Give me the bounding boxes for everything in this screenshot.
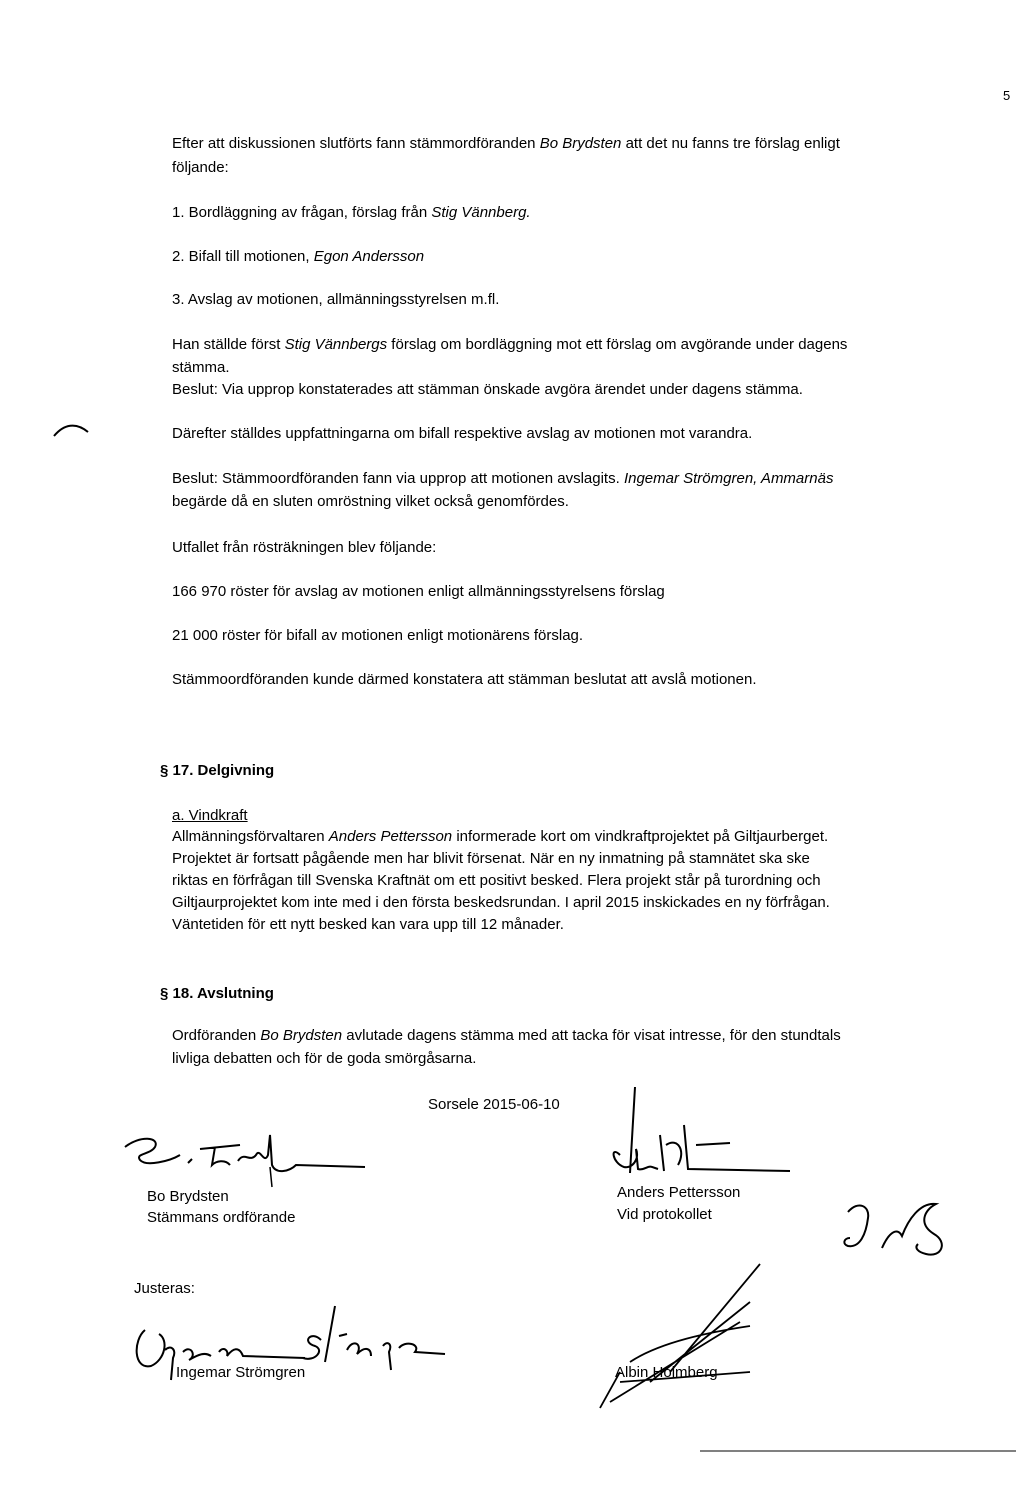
- proposal-3: [172, 289, 499, 311]
- section-17-line-3: riktas en förfrågan till Svenska Kraftnät om ett positivt besked. Flera projekt står på turordning och: [172, 872, 821, 889]
- first-vote-text: Han ställde först: [172, 336, 285, 353]
- first-vote-line-2: stämma.: [172, 359, 230, 376]
- first-vote-decision: Beslut: Via upprop konstaterades att stämman önskade avgöra ärendet under dagens stämma.: [172, 381, 803, 398]
- secretary-signature: [600, 1085, 800, 1180]
- section-18-text: Ordföranden: [172, 1027, 261, 1044]
- page-number: 5: [1003, 88, 1011, 103]
- section-18-line-2: livliga debatten och för de goda smörgåsarna.: [172, 1050, 477, 1067]
- first-vote-line-1: [172, 334, 847, 356]
- chair-name: Bo Brydsten: [539, 135, 622, 152]
- intro-text-end: att det nu fanns tre förslag enligt: [621, 135, 840, 152]
- section-17-line-4: Giltjaurprojektet kom inte med i den första beskedsrundan. I april 2015 inskickades en ny förfrågan.: [172, 894, 830, 911]
- count-intro: Utfallet från rösträkningen blev följande:: [172, 539, 437, 556]
- adjuster2-name: Albin Holmberg: [615, 1364, 718, 1381]
- section-17-heading: § 17. Delgivning: [160, 762, 275, 779]
- proposal-1: [172, 202, 531, 224]
- section-17-line-5: Väntetiden för ett nytt besked kan vara upp till 12 månader.: [172, 916, 564, 933]
- adjusters-label: Justeras:: [134, 1280, 195, 1297]
- section-17-text-end: informerade kort om vindkraftprojektet på Giltjaurberget.: [452, 828, 829, 845]
- initials-mark: [838, 1190, 958, 1265]
- intro-text: Efter att diskussionen slutförts fann stämmordföranden: [172, 135, 540, 152]
- chair-signature: [120, 1125, 370, 1195]
- secretary-role: Vid protokollet: [617, 1206, 712, 1223]
- chair-role: Stämmans ordförande: [147, 1209, 296, 1226]
- section-18-name: Bo Brydsten: [260, 1027, 343, 1044]
- count-against: 166 970 röster för avslag av motionen enligt allmänningsstyrelsens förslag: [172, 583, 665, 600]
- first-vote-name: Stig Vännbergs: [284, 336, 388, 353]
- decision2-text: Beslut: Stämmoordföranden fann via upprop att motionen avslagits.: [172, 470, 624, 487]
- section-17-text: Allmänningsförvaltaren: [172, 828, 329, 845]
- proposal-1-text: 1. Bordläggning av frågan, förslag från: [172, 204, 432, 221]
- first-vote-text-end: förslag om bordläggning mot ett förslag om avgörande under dagens: [387, 336, 848, 353]
- section-17-line-2: Projektet är fortsatt pågående men har blivit försenat. När en ny inmatning på stamnätet ska ske: [172, 850, 810, 867]
- place-date: Sorsele 2015-06-10: [428, 1096, 560, 1113]
- intro-line-2: följande:: [172, 159, 229, 176]
- count-conclusion: Stämmoordföranden kunde därmed konstatera att stämman beslutat att avslå motionen.: [172, 671, 757, 688]
- proposal-2-name: Egon Andersson: [313, 248, 425, 265]
- decision2-line-1: [172, 468, 833, 490]
- section-17-name: Anders Pettersson: [328, 828, 453, 845]
- section-17-line-1: [172, 826, 828, 848]
- proposal-2-text: 2. Bifall till motionen,: [172, 248, 314, 265]
- margin-mark: [52, 420, 92, 440]
- chair-name-label: Bo Brydsten: [147, 1188, 229, 1205]
- intro-line-1: [172, 133, 840, 155]
- decision2-name: Ingemar Strömgren, Ammarnäs: [623, 470, 834, 487]
- decision2-line-2: begärde då en sluten omröstning vilket också genomfördes.: [172, 493, 569, 510]
- section-17-sub: a. Vindkraft: [172, 807, 248, 824]
- adjuster1-name: Ingemar Strömgren: [176, 1364, 306, 1381]
- proposal-2: [172, 246, 424, 268]
- proposal-3-text: 3. Avslag av motionen, allmänningsstyrelsen m.fl.: [172, 291, 500, 308]
- section-18-heading: § 18. Avslutning: [160, 985, 274, 1002]
- proposal-1-name: Stig Vännberg.: [431, 204, 531, 221]
- footer-rule: [700, 1447, 1020, 1455]
- section-18-text-end: avlutade dagens stämma med att tacka för visat intresse, för den stundtals: [342, 1027, 841, 1044]
- second-vote: Därefter ställdes uppfattningarna om bifall respektive avslag av motionen mot varandra.: [172, 425, 753, 442]
- secretary-name: Anders Pettersson: [617, 1184, 741, 1201]
- adjuster2-signature: [590, 1262, 780, 1412]
- section-18-line-1: [172, 1025, 841, 1047]
- count-for: 21 000 röster för bifall av motionen enligt motionärens förslag.: [172, 627, 584, 644]
